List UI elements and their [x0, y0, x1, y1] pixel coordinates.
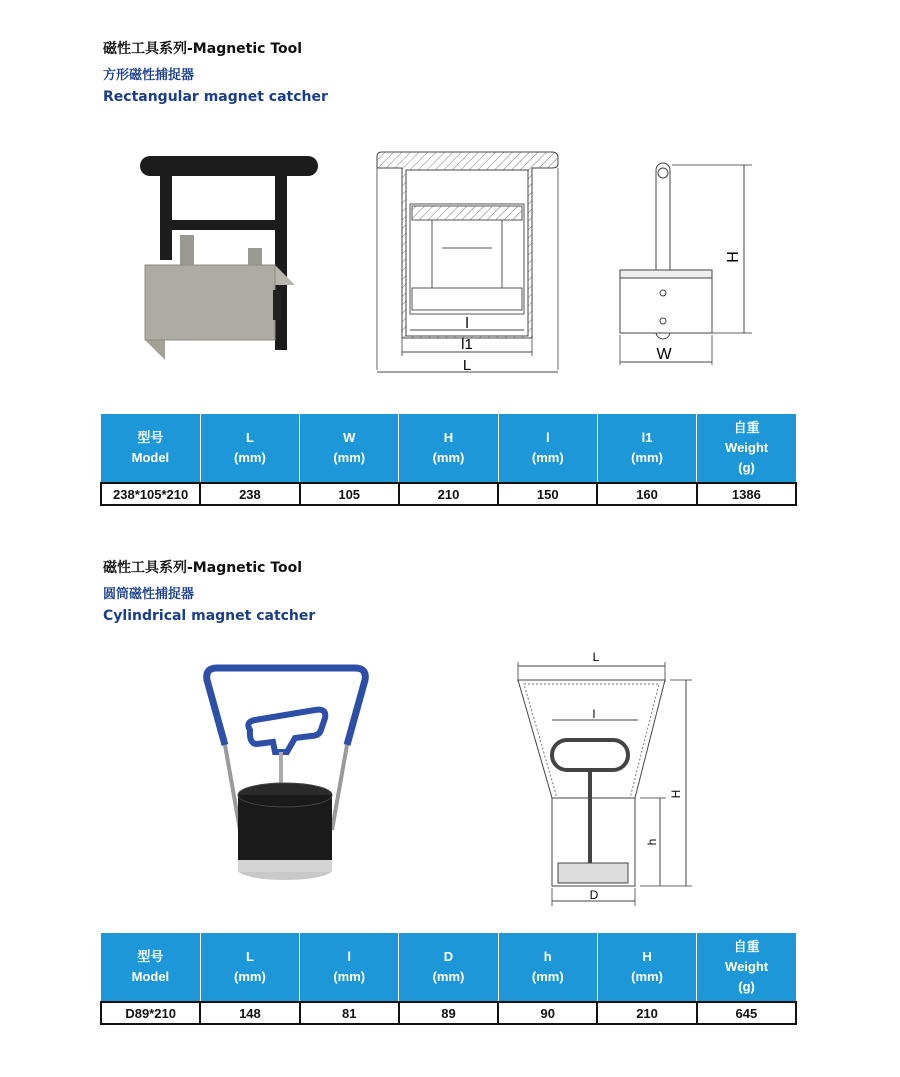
header-W: W (mm): [300, 414, 399, 483]
cell-model: D89*210: [101, 1002, 200, 1024]
cell-H: 210: [597, 1002, 696, 1024]
cell-l: 81: [300, 1002, 399, 1024]
cell-l: 150: [498, 483, 597, 505]
header-L: L (mm): [200, 414, 299, 483]
spec-table-cylindrical: [100, 933, 797, 1025]
table-header-row: [101, 933, 796, 1002]
section1-subtitle-cn: 方形磁性捕捉器: [103, 68, 195, 83]
cell-W: 105: [300, 483, 399, 505]
cylindrical-catcher-photo: [195, 660, 375, 895]
header-model: 型号 Model: [101, 933, 200, 1002]
header-l: l (mm): [498, 414, 597, 483]
cylindrical-diagram: [510, 648, 695, 910]
section2-subtitle-en: Cylindrical magnet catcher: [103, 608, 316, 624]
dim-label-H: H: [669, 789, 683, 799]
section1-subtitle-en: Rectangular magnet catcher: [103, 89, 328, 105]
header-l: l (mm): [300, 933, 399, 1002]
cell-h: 90: [498, 1002, 597, 1024]
cell-model: 238*105*210: [101, 483, 200, 505]
dim-label-W: W: [656, 346, 672, 363]
dim-label-l: l: [465, 315, 469, 332]
table-row: [101, 483, 796, 505]
header-D: D (mm): [399, 933, 498, 1002]
section1-title: 磁性工具系列-Magnetic Tool: [103, 41, 303, 57]
header-H: H (mm): [399, 414, 498, 483]
cell-L: 148: [200, 1002, 299, 1024]
cell-D: 89: [399, 1002, 498, 1024]
header-h: h (mm): [498, 933, 597, 1002]
header-H: H (mm): [597, 933, 696, 1002]
dim-label-L: L: [462, 357, 472, 374]
section2-subtitle-cn: 圆筒磁性捕捉器: [103, 587, 195, 602]
dim-label-H: H: [725, 251, 742, 263]
header-l1: l1 (mm): [597, 414, 696, 483]
cell-H: 210: [399, 483, 498, 505]
section1-heading: [103, 38, 328, 105]
header-weight: 自重 Weight (g): [697, 414, 796, 483]
dim-label-h: h: [645, 838, 659, 846]
spec-table-rectangular: [100, 414, 797, 506]
header-L: L (mm): [200, 933, 299, 1002]
cell-l1: 160: [597, 483, 696, 505]
rectangular-side-diagram: [612, 155, 762, 370]
rectangular-front-diagram: [372, 148, 564, 380]
cell-weight: 645: [697, 1002, 796, 1024]
dim-label-L: L: [592, 650, 600, 664]
rectangular-catcher-photo: [135, 150, 325, 360]
table-row: [101, 1002, 796, 1024]
cell-weight: 1386: [697, 483, 796, 505]
header-model: 型号 Model: [101, 414, 200, 483]
section2-title: 磁性工具系列-Magnetic Tool: [103, 560, 303, 576]
section2-heading: [103, 557, 315, 624]
table-header-row: [101, 414, 796, 483]
dim-label-D: D: [589, 888, 599, 902]
dim-label-l1: l1: [461, 336, 473, 353]
dim-label-l: l: [592, 707, 596, 721]
cell-L: 238: [200, 483, 299, 505]
header-weight: 自重 Weight (g): [697, 933, 796, 1002]
